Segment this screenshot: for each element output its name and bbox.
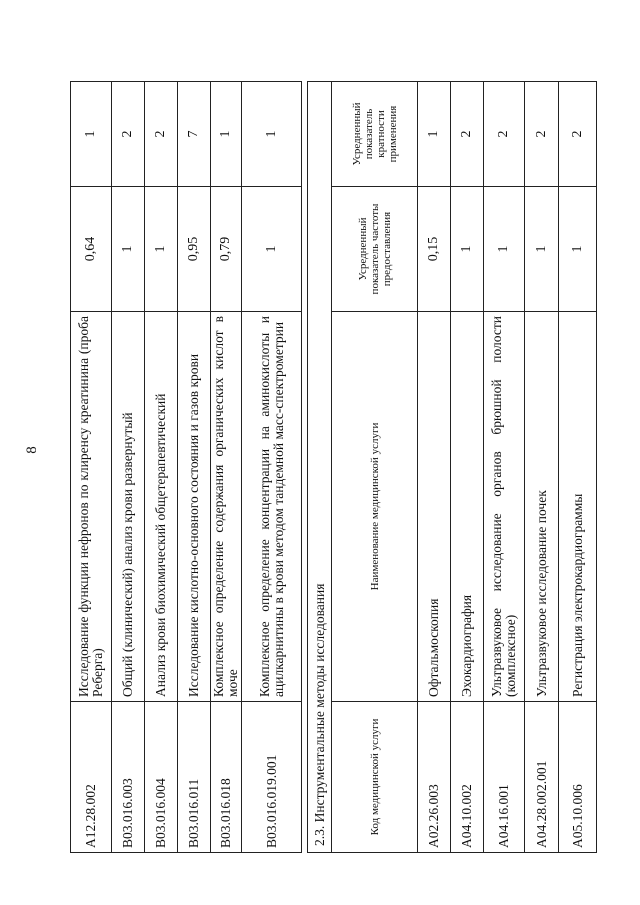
service-name: Анализ крови биохимический общетерапевтический (145, 312, 178, 702)
service-name: Общий (клинический) анализ крови развернутый (112, 312, 145, 702)
service-code: A05.10.006 (559, 702, 597, 853)
service-name: Исследование функции нефронов по клиренсу креатинина (проба Реберга) (71, 312, 112, 702)
service-code: A04.16.001 (484, 702, 525, 853)
multiplicity-value: 2 (451, 81, 484, 186)
header-name: Наименование медицинской услуги (332, 312, 418, 702)
multiplicity-value: 1 (211, 82, 242, 187)
service-name: Ультразвуковое исследование органов брюшной полости (комплексное) (484, 312, 525, 702)
header-multiplicity: Усредненный показатель кратности применения (332, 81, 418, 186)
table-row (451, 81, 484, 852)
service-code: B03.016.011 (178, 702, 211, 853)
frequency-value: 1 (145, 187, 178, 312)
frequency-value: 0,95 (178, 187, 211, 312)
frequency-value: 0,79 (211, 187, 242, 312)
service-name: Эхокардиография (451, 312, 484, 702)
multiplicity-value: 1 (418, 81, 451, 186)
multiplicity-value: 1 (242, 82, 302, 187)
frequency-value: 0,15 (418, 187, 451, 312)
multiplicity-value: 2 (525, 81, 559, 186)
service-name: Ультразвуковое исследование почек (525, 312, 559, 702)
multiplicity-value: 2 (559, 81, 597, 186)
frequency-value: 1 (484, 187, 525, 312)
multiplicity-value: 2 (145, 82, 178, 187)
service-name: Комплексное определение концентрации на аминокислоты и ацилкарнитины в крови методом тандемной масс-спектрометрии (242, 312, 302, 702)
service-code: A04.10.002 (451, 702, 484, 853)
frequency-value: 1 (242, 187, 302, 312)
frequency-value: 1 (112, 187, 145, 312)
table-row (418, 81, 451, 852)
service-code: A04.28.002.001 (525, 702, 559, 853)
section-title: 2.3. Инструментальные методы исследования (308, 81, 332, 852)
multiplicity-value: 1 (71, 82, 112, 187)
service-code: A02.26.003 (418, 702, 451, 853)
table-row (242, 82, 302, 853)
table-row (178, 82, 211, 853)
service-name: Офтальмоскопия (418, 312, 451, 702)
frequency-value: 1 (451, 187, 484, 312)
header-row (332, 81, 418, 852)
service-code: A12.28.002 (71, 702, 112, 853)
table-row (71, 82, 112, 853)
multiplicity-value: 7 (178, 82, 211, 187)
service-code: B03.016.004 (145, 702, 178, 853)
multiplicity-value: 2 (112, 82, 145, 187)
service-code: B03.016.018 (211, 702, 242, 853)
header-frequency: Усредненный показатель частоты предоставления (332, 187, 418, 312)
instrumental-methods-table (307, 81, 597, 853)
section-title-row (308, 81, 332, 852)
table-row (211, 82, 242, 853)
service-name: Регистрация электрокардиограммы (559, 312, 597, 702)
frequency-value: 1 (559, 187, 597, 312)
header-code: Код медицинской услуги (332, 702, 418, 853)
service-name: Комплексное определение содержания органических кислот в моче (211, 312, 242, 702)
service-code: B03.016.003 (112, 702, 145, 853)
service-name: Исследование кислотно-основного состояния и газов крови (178, 312, 211, 702)
lab-tests-table (70, 81, 302, 853)
page-number: 8 (24, 446, 40, 454)
service-code: B03.016.019.001 (242, 702, 302, 853)
table-row (484, 81, 525, 852)
table-row (112, 82, 145, 853)
multiplicity-value: 2 (484, 81, 525, 186)
frequency-value: 1 (525, 187, 559, 312)
table-row (145, 82, 178, 853)
table-row (559, 81, 597, 852)
frequency-value: 0,64 (71, 187, 112, 312)
table-row (525, 81, 559, 852)
